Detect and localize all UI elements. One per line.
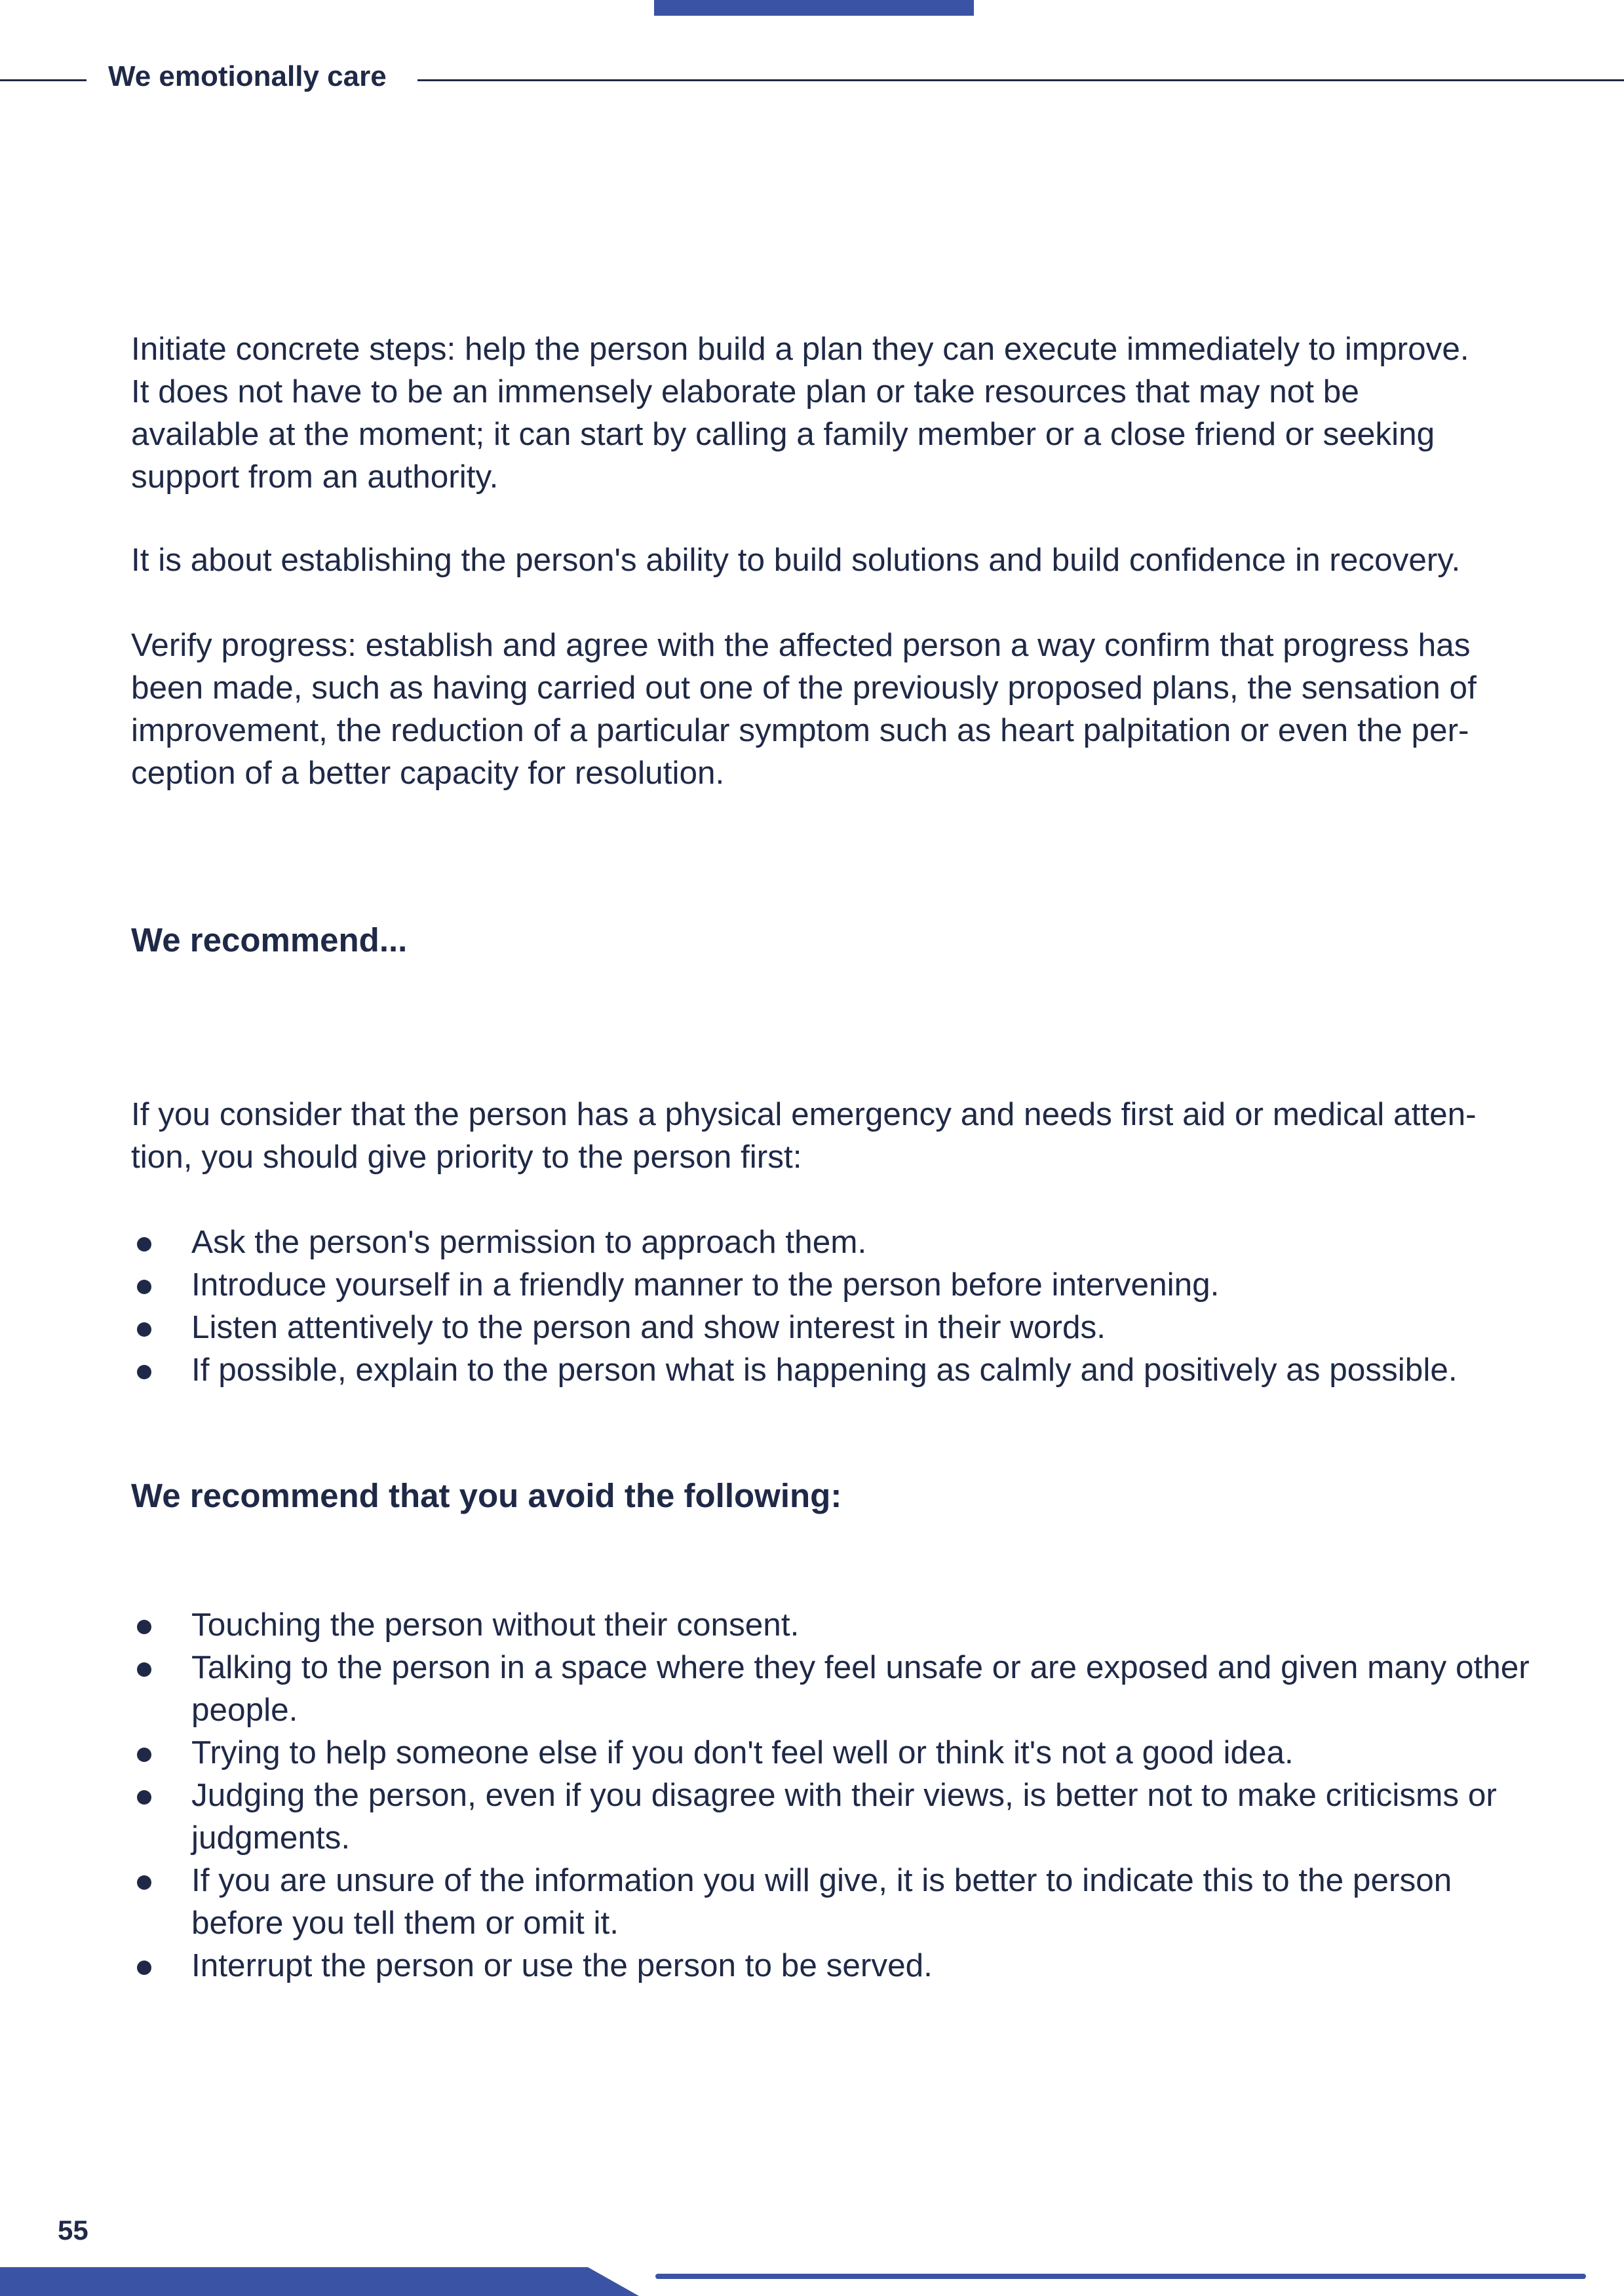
recommend-list [131, 1221, 1520, 1391]
list-item: Judging the person, even if you disagree with their views, is better not to make criticisms or judgments. [131, 1774, 1534, 1859]
list-item: If you are unsure of the information you will give, it is better to indicate this to the person before you tell them or omit it. [131, 1859, 1534, 1944]
bullet-icon [137, 1662, 151, 1677]
avoid-list [131, 1603, 1534, 1987]
paragraph-establishing-ability: It is about establishing the person's ability to build solutions and build confidence in recovery. [131, 542, 1461, 578]
list-item: Trying to help someone else if you don't feel well or think it's not a good idea. [131, 1731, 1534, 1774]
list-item: Listen attentively to the person and show interest in their words. [131, 1306, 1520, 1349]
list-item: If possible, explain to the person what is happening as calmly and positively as possible. [131, 1349, 1520, 1391]
list-item: Introduce yourself in a friendly manner to the person before intervening. [131, 1263, 1520, 1306]
list-item: Touching the person without their consent. [131, 1603, 1534, 1646]
bullet-icon [137, 1748, 151, 1762]
paragraph-verify-progress: Verify progress: establish and agree with the affected person a way confirm that progress has been made, such as having carried out one of the previously proposed plans, the sensation of improvement, the reduction of a particular symptom such as heart palpitation or even the per-ception of a better capacity for resolution. [131, 627, 1477, 791]
footer-accent-band [0, 2267, 639, 2296]
bullet-icon [137, 1961, 151, 1975]
bullet-icon [137, 1322, 151, 1337]
header-rule-left [0, 79, 87, 81]
bullet-icon [137, 1280, 151, 1294]
list-item: Talking to the person in a space where they feel unsafe or are exposed and given many other people. [131, 1646, 1534, 1731]
bullet-icon [137, 1365, 151, 1379]
bullet-icon [137, 1875, 151, 1890]
page-number: 55 [58, 2215, 88, 2246]
header-rule-right [417, 79, 1624, 81]
paragraph-concrete-steps: Initiate concrete steps: help the person build a plan they can execute immediately to improve. It does not have to be an immensely elaborate plan or take resources that may not be available at the moment; it can start by calling a family member or a close friend or seeking support from an authority. [131, 331, 1469, 495]
list-item: Interrupt the person or use the person to be served. [131, 1944, 1534, 1987]
heading-we-recommend: We recommend... [131, 921, 408, 959]
heading-avoid: We recommend that you avoid the following: [131, 1477, 842, 1514]
bullet-icon [137, 1237, 151, 1252]
running-header-title: We emotionally care [108, 60, 387, 92]
list-item: Ask the person's permission to approach them. [131, 1221, 1520, 1263]
top-accent-tab [654, 0, 974, 16]
bullet-icon [137, 1790, 151, 1805]
bullet-icon [137, 1620, 151, 1634]
footer-accent-line [655, 2274, 1586, 2279]
paragraph-physical-emergency: If you consider that the person has a physical emergency and needs first aid or medical atten-tion, you should give priority to the person first: [131, 1096, 1477, 1175]
